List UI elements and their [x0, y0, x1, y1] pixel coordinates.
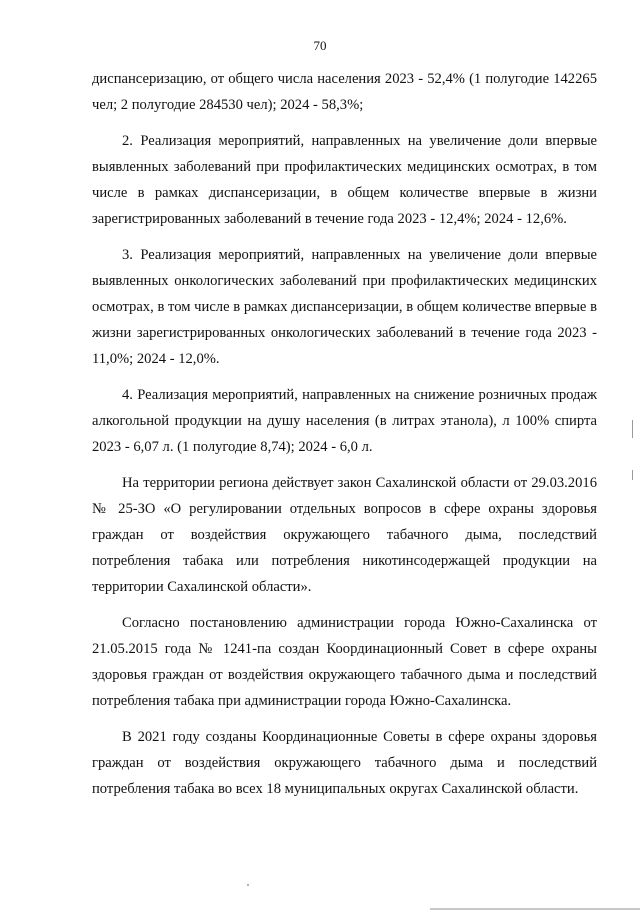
paragraph-city-council: Согласно постановлению администрации города Южно-Сахалинска от 21.05.2015 года № 1241-па создан Координационный Совет в сфере охраны здоровья граждан от воздействия окружающего табачного дыма и последствий потребления табака при администрации города Южно-Сахалинска.	[92, 615, 597, 709]
page-number: 70	[313, 38, 327, 53]
scan-artifact-dot	[247, 884, 249, 886]
scan-artifact-mark	[632, 470, 633, 480]
paragraph-dispensary-continuation: диспансеризацию, от общего числа населения 2023 - 52,4% (1 полугодие 142265 чел; 2 полугодие 284530 чел); 2024 - 58,3%;	[92, 71, 597, 113]
paragraph-item-4: 4. Реализация мероприятий, направленных на снижение розничных продаж алкогольной продукции на душу населения (в литрах этанола), л 100% спирта 2023 - 6,07 л. (1 полугодие 8,74); 2024 - 6,0 л.	[92, 387, 597, 455]
paragraph-item-2: 2. Реализация мероприятий, направленных на увеличение доли впервые выявленных заболеваний при профилактических медицинских осмотрах, в том числе в рамках диспансеризации, в общем количестве впервые в жизни зарегистрированных заболеваний в течение года 2023 - 12,4%; 2024 - 12,6%.	[92, 133, 597, 227]
paragraph-item-3: 3. Реализация мероприятий, направленных на увеличение доли впервые выявленных онкологических заболеваний при профилактических медицинских осмотрах, в том числе в рамках диспансеризации, в общем количестве впервые в жизни зарегистрированных онкологических заболеваний в течение года 2023 - 11,0%; 2024 - 12,0%.	[92, 247, 597, 367]
scan-artifact-edge	[430, 908, 640, 910]
paragraph-regional-law: На территории региона действует закон Сахалинской области от 29.03.2016 № 25-ЗО «О регулировании отдельных вопросов в сфере охраны здоровья граждан от воздействия окружающего табачного дыма, последствий потребления табака или потребления никотинсодержащей продукции на территории Сахалинской области».	[92, 475, 597, 595]
scan-artifact-mark	[632, 420, 633, 438]
document-body	[92, 66, 597, 802]
paragraph-municipal-councils: В 2021 году созданы Координационные Советы в сфере охраны здоровья граждан от воздействия окружающего табачного дыма и последствий потребления табака во всех 18 муниципальных округах Сахалинской области.	[92, 729, 597, 797]
